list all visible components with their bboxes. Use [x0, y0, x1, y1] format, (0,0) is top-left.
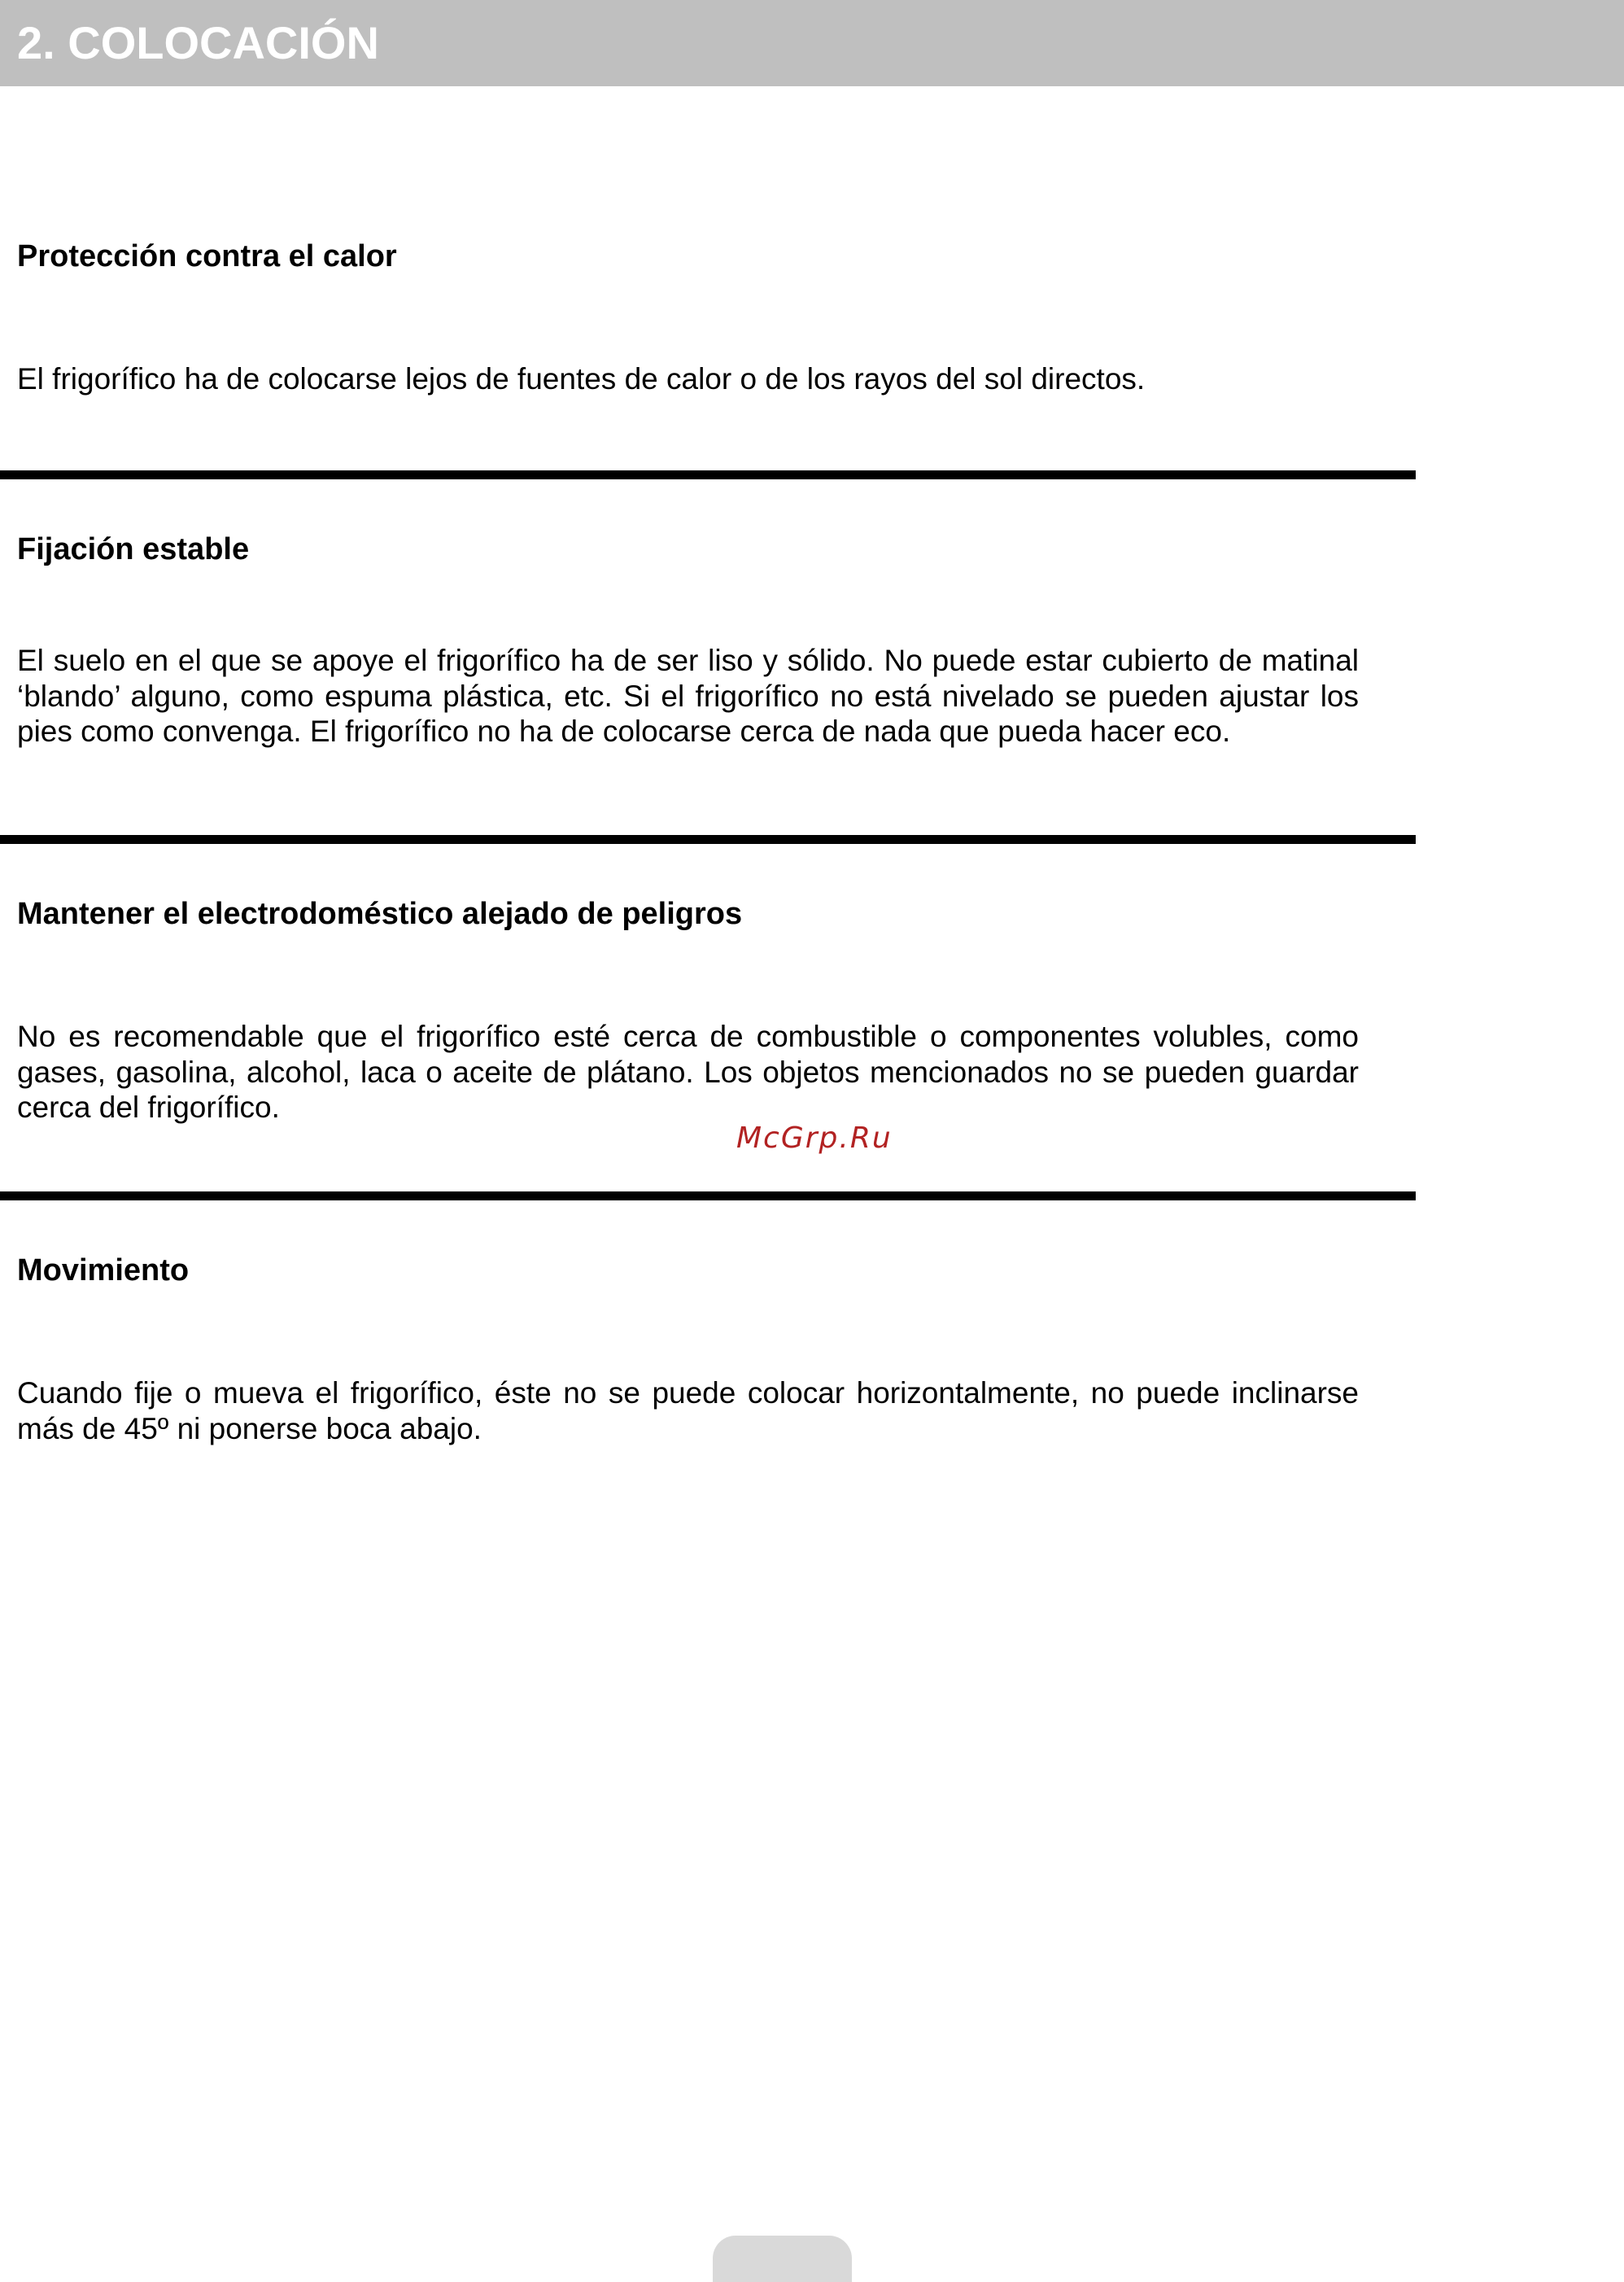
- section-divider: [0, 835, 1416, 844]
- section-heading-stable-fixing: Fijación estable: [17, 532, 250, 566]
- section-body-stable-fixing: El suelo en el que se apoye el frigorífico ha de ser liso y sólido. No puede estar cubierto de matinal ‘blando’ alguno, como espuma plástica, etc. Si el frigorífico no está nivelado se pueden ajustar los pies como convenga. El frigorífico no ha de colocarse cerca de nada que pueda hacer eco.: [17, 644, 1359, 748]
- section-heading-heat-protection: Protección contra el calor: [17, 239, 397, 273]
- section-divider: [0, 1191, 1416, 1200]
- watermark: McGrp.Ru: [736, 1121, 893, 1155]
- section-divider: [0, 470, 1416, 479]
- header-bar: [0, 0, 1624, 86]
- section-heading-movement: Movimiento: [17, 1253, 190, 1287]
- page-title: 2. COLOCACIÓN: [17, 17, 379, 68]
- section-body-hazards: No es recomendable que el frigorífico esté cerca de combustible o componentes volubles, como gases, gasolina, alcohol, laca o aceite de plátano. Los objetos mencionados no se pueden guardar cerca del frigorífico.: [17, 1020, 1359, 1124]
- page-number-tab: [713, 2236, 852, 2282]
- section-body-movement: Cuando fije o mueva el frigorífico, éste no se puede colocar horizontalmente, no puede inclinarse más de 45º ni ponerse boca abajo.: [17, 1376, 1359, 1445]
- section-body-heat-protection: El frigorífico ha de colocarse lejos de fuentes de calor o de los rayos del sol directos.: [17, 362, 1146, 396]
- section-heading-hazards: Mantener el electrodoméstico alejado de peligros: [17, 897, 743, 931]
